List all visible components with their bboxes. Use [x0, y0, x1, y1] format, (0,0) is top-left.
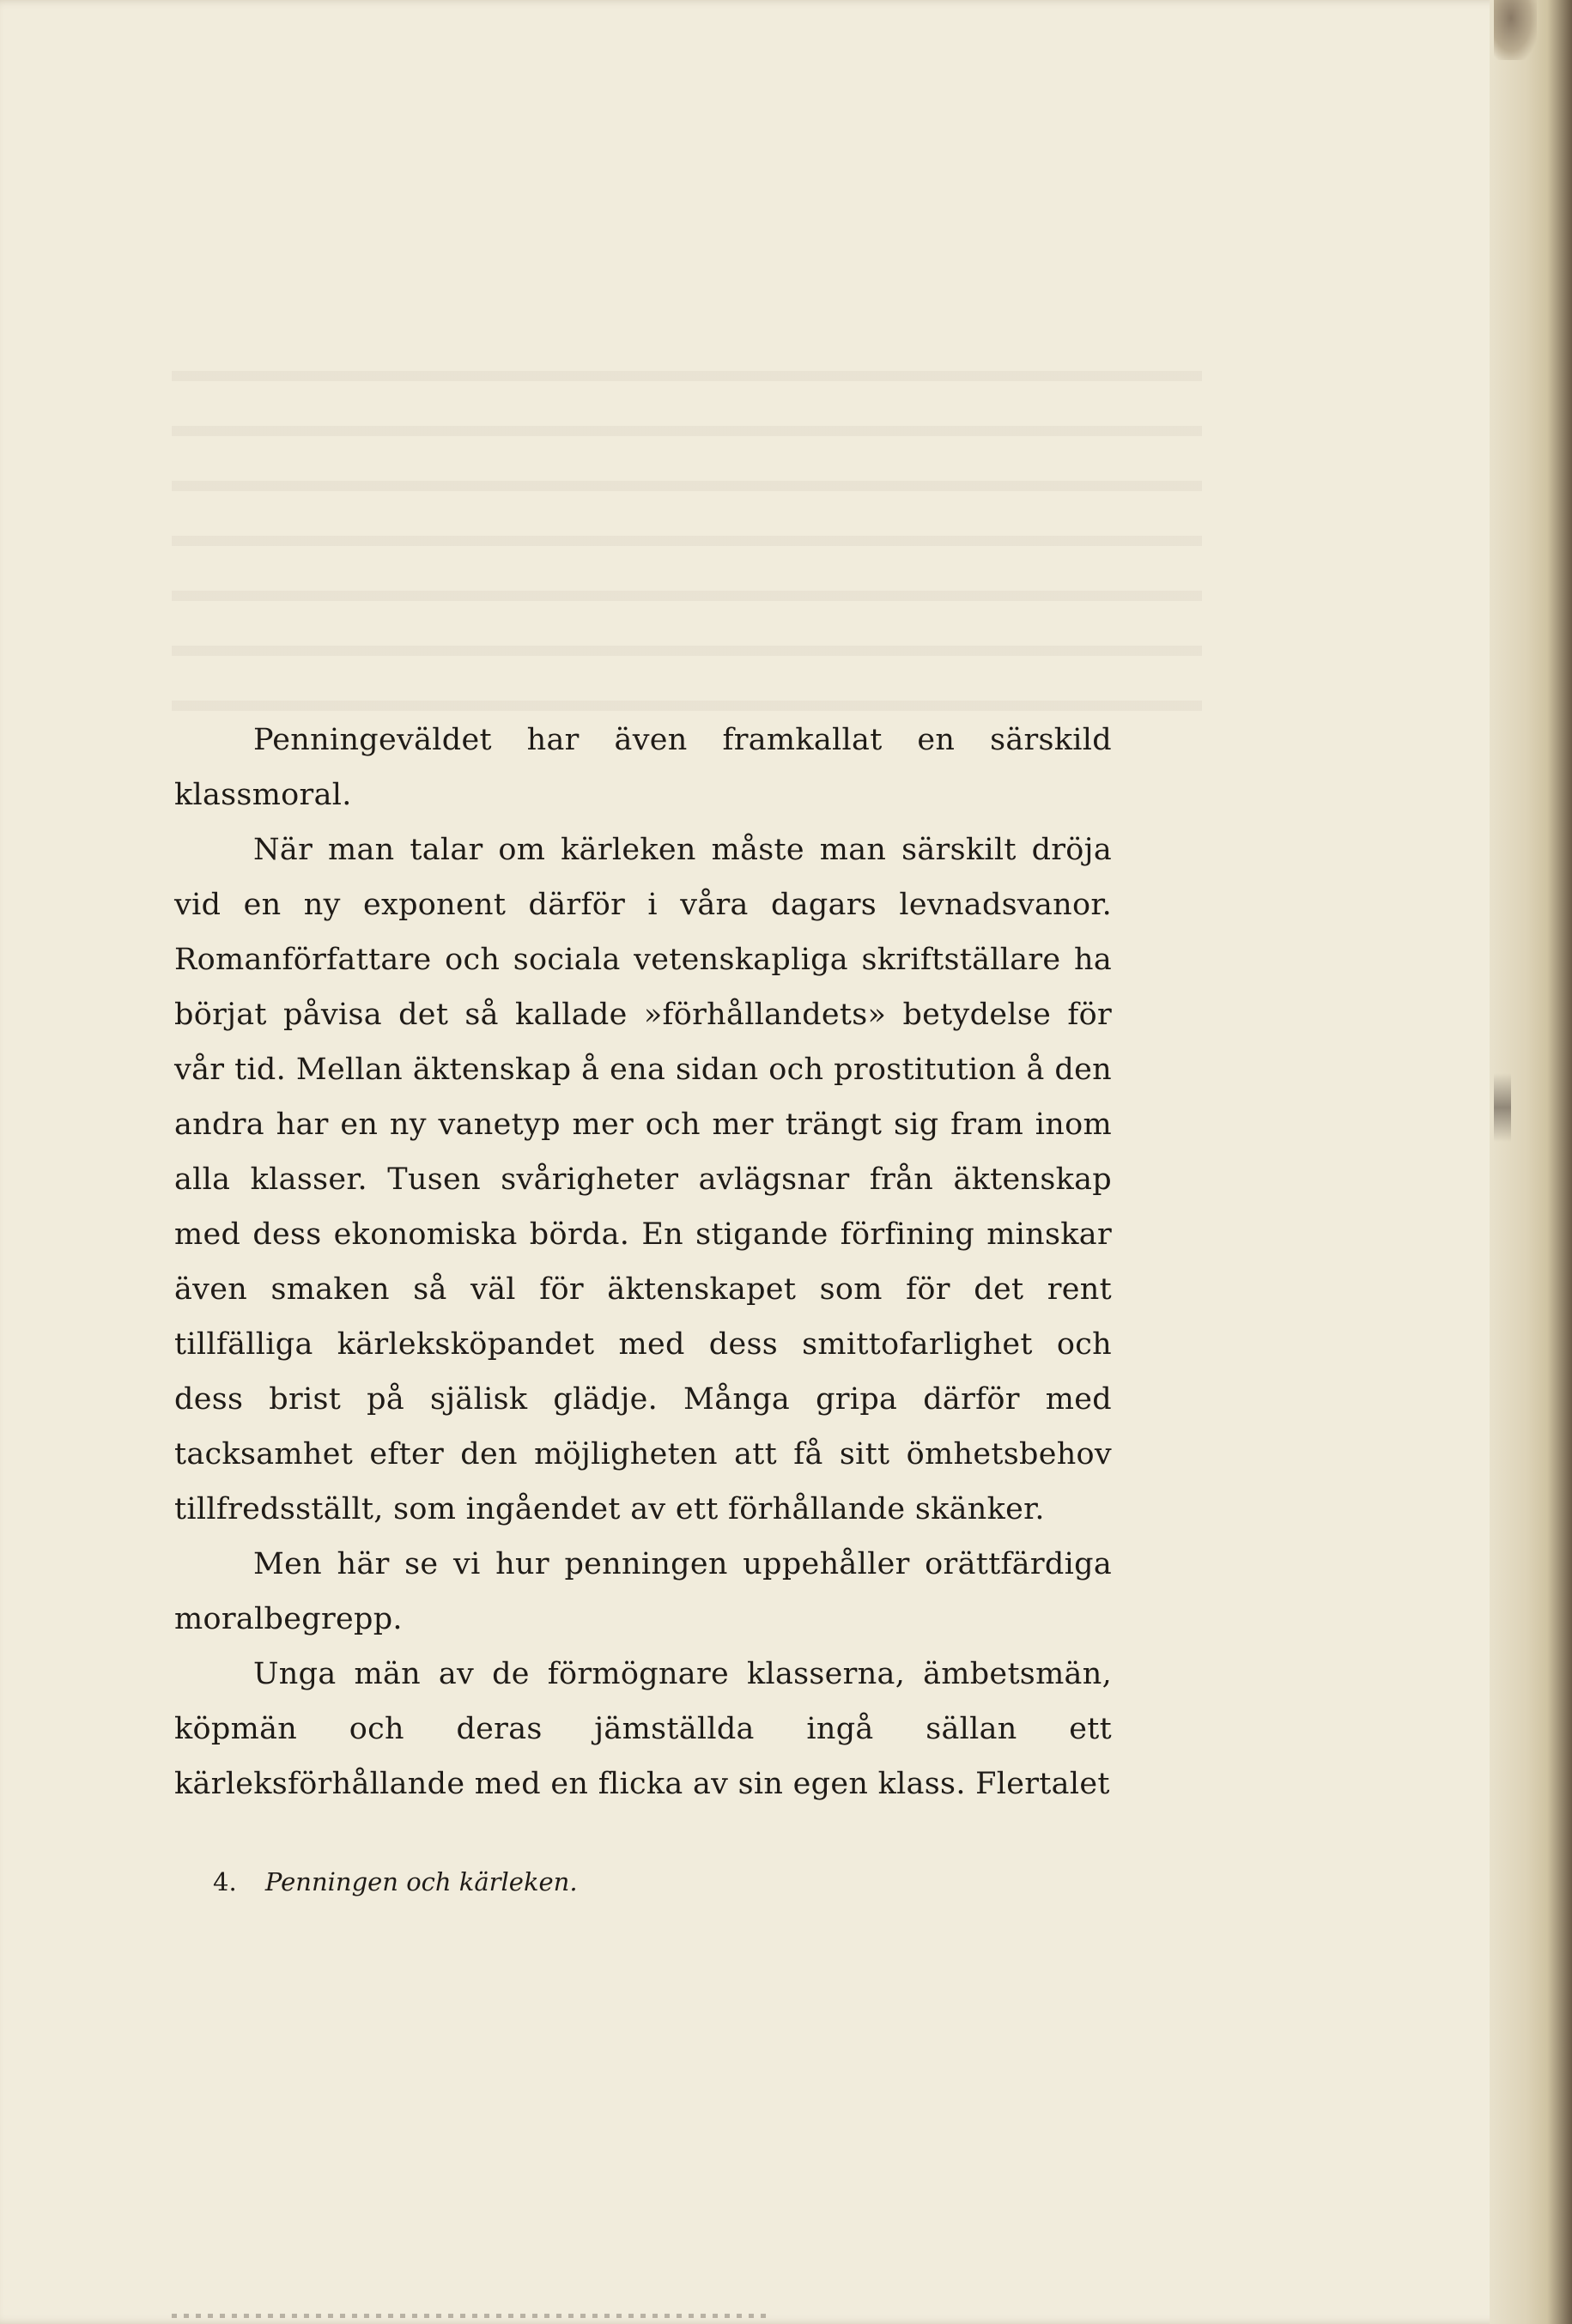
edge-mark [1494, 1073, 1511, 1142]
bottom-ink-smudge [172, 2314, 773, 2318]
paragraph-1: Penningeväldet har även framkallat en särskild klassmoral. [174, 723, 1112, 812]
paragraph-3: Men här se vi hur penningen uppehåller orättfärdiga moralbegrepp. [174, 1547, 1112, 1636]
paragraph-2: När man talar om kärleken måste man särskilt dröja vid en ny exponent därför i våra dagars levnadsvanor. Romanförfattare och sociala vetenskapliga skriftställare ha börjat påvisa det så kallade »förhållandets» betydelse för vår tid. Mellan äktenskap å ena sidan och prostitution å den andra har en ny vanetyp mer och mer trängt sig fram inom alla klasser. Tusen svårigheter avlägsnar från äktenskap med dess ekonomiska börda. En stigande förfining minskar även smaken så väl för äktenskapet som för det rent tillfälliga kärleksköpandet med dess smittofarlighet och dess brist på själisk glädje. Många gripa därför med tacksamhet efter den möjligheten att få sitt ömhetsbehov tillfredsställt, som ingåendet av ett förhållande skänker. [174, 833, 1112, 1526]
signature-title: Penningen och kärleken. [264, 1867, 578, 1896]
signature-number: 4. [213, 1867, 237, 1896]
corner-stain [1494, 0, 1537, 60]
show-through-text [172, 335, 1202, 721]
paragraph-4: Unga män av de förmögnare klasserna, ämbetsmän, köpmän och deras jämställda ingå sällan ett kärleksförhållande med en flicka av sin egen klass. Flertalet [174, 1657, 1112, 1801]
page-fore-edge [1490, 0, 1572, 2324]
signature-mark [213, 1867, 578, 1896]
body-text [174, 713, 1112, 1811]
